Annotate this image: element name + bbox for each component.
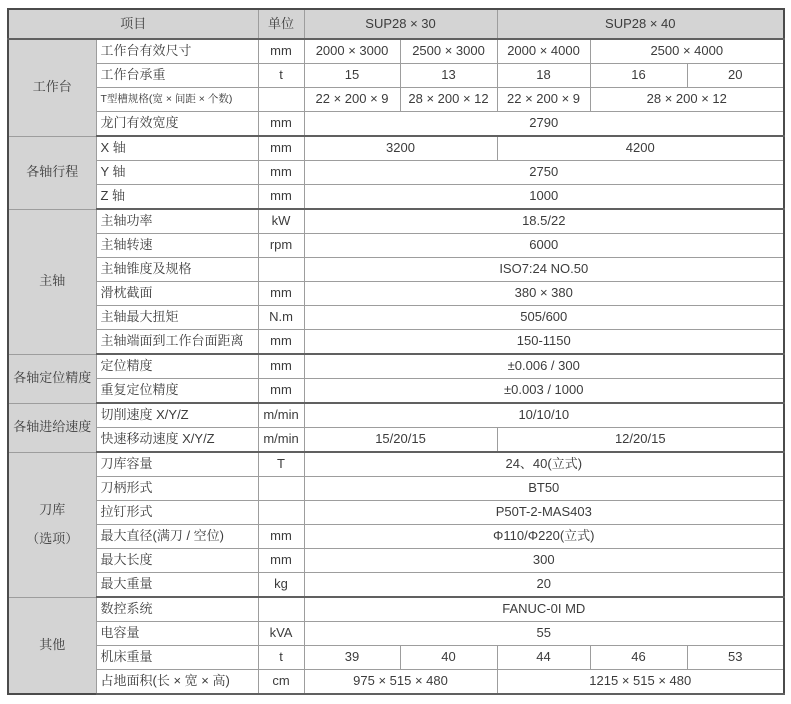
value-cell: 3200 <box>304 136 497 161</box>
group-label-cell <box>8 209 96 354</box>
group-label-cell <box>8 452 96 597</box>
value-cell: 505/600 <box>304 306 784 330</box>
value-cell: BT50 <box>304 477 784 501</box>
value-cell: 22 × 200 × 9 <box>304 88 400 112</box>
unit-cell <box>258 88 304 112</box>
table-row <box>8 573 784 598</box>
group-sublabel: （选项） <box>26 530 79 546</box>
value-cell: 16 <box>590 64 687 88</box>
unit-cell: mm <box>258 39 304 64</box>
item-cell: 工作台有效尺寸 <box>96 39 258 64</box>
item-cell: 快速移动速度 X/Y/Z <box>96 428 258 453</box>
group-label: 各轴定位精度 <box>13 370 92 386</box>
value-cell: 40 <box>400 646 497 670</box>
unit-cell: N.m <box>258 306 304 330</box>
value-cell: 1215 × 515 × 480 <box>497 670 784 695</box>
value-cell: 44 <box>497 646 590 670</box>
table-row <box>8 306 784 330</box>
item-cell: T型槽规格(宽 × 间距 × 个数) <box>96 88 258 112</box>
unit-cell: rpm <box>258 234 304 258</box>
unit-cell: mm <box>258 379 304 404</box>
table-row <box>8 185 784 210</box>
table-row <box>8 258 784 282</box>
header-model: SUP28 × 40 <box>497 9 784 39</box>
group-label-cell <box>8 597 96 694</box>
table-row <box>8 452 784 477</box>
table-row <box>8 379 784 404</box>
table-row <box>8 136 784 161</box>
value-cell: 4200 <box>497 136 784 161</box>
value-cell: 13 <box>400 64 497 88</box>
header-item: 项目 <box>8 9 258 39</box>
item-cell: 工作台承重 <box>96 64 258 88</box>
table-row <box>8 112 784 137</box>
unit-cell <box>258 501 304 525</box>
value-cell: 53 <box>687 646 784 670</box>
item-cell: 主轴最大扭矩 <box>96 306 258 330</box>
value-cell: P50T-2-MAS403 <box>304 501 784 525</box>
value-cell: FANUC-0I MD <box>304 597 784 622</box>
item-cell: 机床重量 <box>96 646 258 670</box>
table-row <box>8 161 784 185</box>
item-cell: 滑枕截面 <box>96 282 258 306</box>
table-row <box>8 646 784 670</box>
group-label-cell <box>8 354 96 403</box>
value-cell: ±0.003 / 1000 <box>304 379 784 404</box>
unit-cell: mm <box>258 330 304 355</box>
table-row <box>8 209 784 234</box>
unit-cell: mm <box>258 354 304 379</box>
item-cell: 龙门有效宽度 <box>96 112 258 137</box>
item-cell: 刀柄形式 <box>96 477 258 501</box>
table-body <box>8 39 784 694</box>
group-label: 其他 <box>39 636 66 652</box>
unit-cell <box>258 258 304 282</box>
value-cell: 39 <box>304 646 400 670</box>
unit-cell: m/min <box>258 428 304 453</box>
value-cell: 2750 <box>304 161 784 185</box>
item-cell: Z 轴 <box>96 185 258 210</box>
item-cell: 主轴转速 <box>96 234 258 258</box>
value-cell: 300 <box>304 549 784 573</box>
value-cell: 6000 <box>304 234 784 258</box>
unit-cell: T <box>258 452 304 477</box>
table-row <box>8 477 784 501</box>
unit-cell: m/min <box>258 403 304 428</box>
value-cell: ±0.006 / 300 <box>304 354 784 379</box>
unit-cell: mm <box>258 549 304 573</box>
table-row <box>8 330 784 355</box>
item-cell: 主轴锥度及规格 <box>96 258 258 282</box>
table-row <box>8 403 784 428</box>
unit-cell <box>258 477 304 501</box>
table-row <box>8 597 784 622</box>
table-row <box>8 428 784 453</box>
item-cell: 主轴端面到工作台面距离 <box>96 330 258 355</box>
header-model: SUP28 × 30 <box>304 9 497 39</box>
value-cell: 46 <box>590 646 687 670</box>
value-cell: 20 <box>304 573 784 598</box>
item-cell: 最大直径(满刀 / 空位) <box>96 525 258 549</box>
value-cell: ISO7:24 NO.50 <box>304 258 784 282</box>
unit-cell: mm <box>258 136 304 161</box>
unit-cell: kW <box>258 209 304 234</box>
value-cell: 2000 × 3000 <box>304 39 400 64</box>
unit-cell: mm <box>258 185 304 210</box>
group-label: 各轴进给速度 <box>13 419 92 435</box>
item-cell: 电容量 <box>96 622 258 646</box>
table-row <box>8 622 784 646</box>
spec-table <box>7 8 785 695</box>
item-cell: 重复定位精度 <box>96 379 258 404</box>
value-cell: 12/20/15 <box>497 428 784 453</box>
group-label: 主轴 <box>39 273 66 289</box>
table-row <box>8 64 784 88</box>
value-cell: 380 × 380 <box>304 282 784 306</box>
item-cell: 最大重量 <box>96 573 258 598</box>
table-row <box>8 670 784 695</box>
unit-cell: t <box>258 64 304 88</box>
value-cell: 28 × 200 × 12 <box>590 88 784 112</box>
unit-cell: mm <box>258 525 304 549</box>
value-cell: 2000 × 4000 <box>497 39 590 64</box>
item-cell: 定位精度 <box>96 354 258 379</box>
item-cell: 数控系统 <box>96 597 258 622</box>
value-cell: 15/20/15 <box>304 428 497 453</box>
value-cell: 24、40(立式) <box>304 452 784 477</box>
value-cell: 28 × 200 × 12 <box>400 88 497 112</box>
item-cell: 刀库容量 <box>96 452 258 477</box>
value-cell: 2500 × 3000 <box>400 39 497 64</box>
table-row <box>8 282 784 306</box>
group-label-cell <box>8 403 96 452</box>
group-label-cell <box>8 136 96 209</box>
item-cell: X 轴 <box>96 136 258 161</box>
item-cell: 占地面积(长 × 宽 × 高) <box>96 670 258 695</box>
group-label: 各轴行程 <box>26 164 79 180</box>
value-cell: 10/10/10 <box>304 403 784 428</box>
group-label: 刀库 <box>39 501 66 517</box>
table-row <box>8 549 784 573</box>
unit-cell: kg <box>258 573 304 598</box>
value-cell: Φ110/Φ220(立式) <box>304 525 784 549</box>
unit-cell: cm <box>258 670 304 695</box>
value-cell: 22 × 200 × 9 <box>497 88 590 112</box>
value-cell: 150-1150 <box>304 330 784 355</box>
table-row <box>8 234 784 258</box>
table-row <box>8 501 784 525</box>
value-cell: 15 <box>304 64 400 88</box>
item-cell: 切削速度 X/Y/Z <box>96 403 258 428</box>
item-cell: 拉钉形式 <box>96 501 258 525</box>
header-unit: 单位 <box>258 9 304 39</box>
value-cell: 18 <box>497 64 590 88</box>
unit-cell: kVA <box>258 622 304 646</box>
item-cell: 主轴功率 <box>96 209 258 234</box>
value-cell: 18.5/22 <box>304 209 784 234</box>
table-row <box>8 525 784 549</box>
value-cell: 2790 <box>304 112 784 137</box>
value-cell: 1000 <box>304 185 784 210</box>
table-row <box>8 39 784 64</box>
table-row <box>8 88 784 112</box>
unit-cell <box>258 597 304 622</box>
table-header <box>8 9 784 39</box>
table-row <box>8 354 784 379</box>
value-cell: 2500 × 4000 <box>590 39 784 64</box>
group-label-cell <box>8 39 96 136</box>
value-cell: 20 <box>687 64 784 88</box>
group-label: 工作台 <box>32 79 72 95</box>
unit-cell: mm <box>258 112 304 137</box>
value-cell: 55 <box>304 622 784 646</box>
item-cell: Y 轴 <box>96 161 258 185</box>
header-row <box>8 9 784 39</box>
unit-cell: t <box>258 646 304 670</box>
unit-cell: mm <box>258 282 304 306</box>
value-cell: 975 × 515 × 480 <box>304 670 497 695</box>
item-cell: 最大长度 <box>96 549 258 573</box>
unit-cell: mm <box>258 161 304 185</box>
